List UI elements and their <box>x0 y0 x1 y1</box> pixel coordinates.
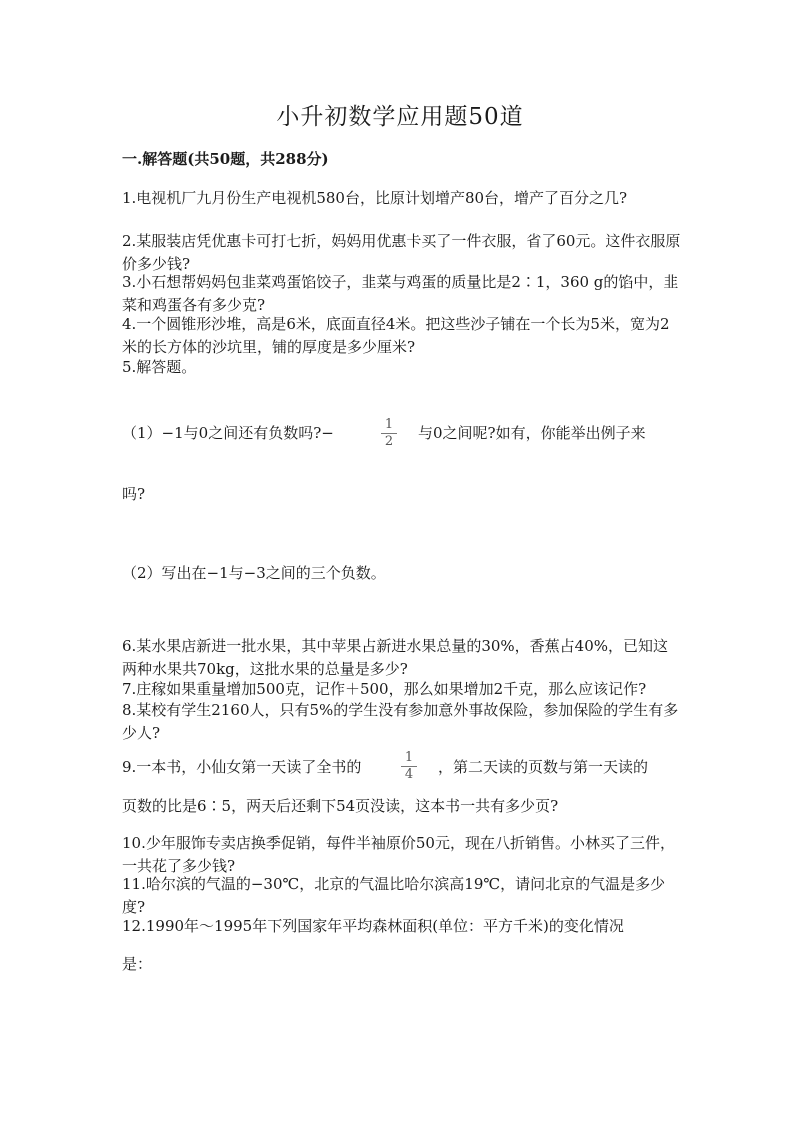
fraction-denominator: 2 <box>384 434 394 449</box>
question-11: 11.哈尔滨的气温的−30℃，北京的气温比哈尔滨高19℃，请问北京的气温是多少度? <box>122 875 666 916</box>
question-12-a: 12.1990年～1995年下列国家年平均森林面积(单位：平方千米)的变化情况 <box>122 917 624 935</box>
question-2: 2.某服装店凭优惠卡可打七折，妈妈用优惠卡买了一件衣服，省了60元。这件衣服原价多少钱? <box>122 232 681 273</box>
fraction-numerator: 1 <box>401 750 417 767</box>
question-1: 1.电视机厂九月份生产电视机580台，比原计划增产80台，增产了百分之几? <box>122 189 628 207</box>
question-9-c: 页数的比是6∶5，两天后还剩下54页没读，这本书一共有多少页? <box>122 797 559 815</box>
question-5-part-1-b: 与0之间呢?如有，你能举出例子来 <box>418 424 646 442</box>
question-4: 4.一个圆锥形沙堆，高是6米，底面直径4米。把这些沙子铺在一个长为5米，宽为2米的长方体的沙坑里，铺的厚度是多少厘米? <box>122 315 670 356</box>
question-9-b: ，第二天读的页数与第一天读的 <box>438 758 649 776</box>
question-9-a: 9.一本书，小仙女第一天读了全书的 <box>122 758 362 776</box>
fraction-one-quarter <box>401 750 417 783</box>
fraction-numerator: 1 <box>381 417 397 434</box>
question-12-b: 是： <box>122 955 153 973</box>
section-heading: 一.解答题(共50题，共288分) <box>122 150 329 168</box>
fraction-one-half <box>381 417 397 450</box>
question-3: 3.小石想帮妈妈包韭菜鸡蛋馅饺子，韭菜与鸡蛋的质量比是2∶1，360 g的馅中，韭菜和鸡蛋各有多少克? <box>122 273 679 314</box>
question-5-part-1-a: （1）−1与0之间还有负数吗?− <box>122 424 334 442</box>
question-5-part-2: （2）写出在−1与−3之间的三个负数。 <box>122 564 386 582</box>
question-10: 10.少年服饰专卖店换季促销，每件半袖原价50元，现在八折销售。小林买了三件，一共花了多少钱? <box>122 834 675 875</box>
page-title: 小升初数学应用题50道 <box>276 104 524 130</box>
question-8: 8.某校有学生2160人，只有5%的学生没有参加意外事故保险，参加保险的学生有多少人? <box>122 701 679 742</box>
question-5: 5.解答题。 <box>122 358 197 376</box>
fraction-denominator: 4 <box>404 767 414 782</box>
question-6: 6.某水果店新进一批水果，其中苹果占新进水果总量的30%，香蕉占40%，已知这两种水果共70kg，这批水果的总量是多少? <box>122 637 668 678</box>
question-7: 7.庄稼如果重量增加500克，记作＋500，那么如果增加2千克，那么应该记作? <box>122 680 647 698</box>
question-5-part-1-c: 吗? <box>122 485 146 503</box>
